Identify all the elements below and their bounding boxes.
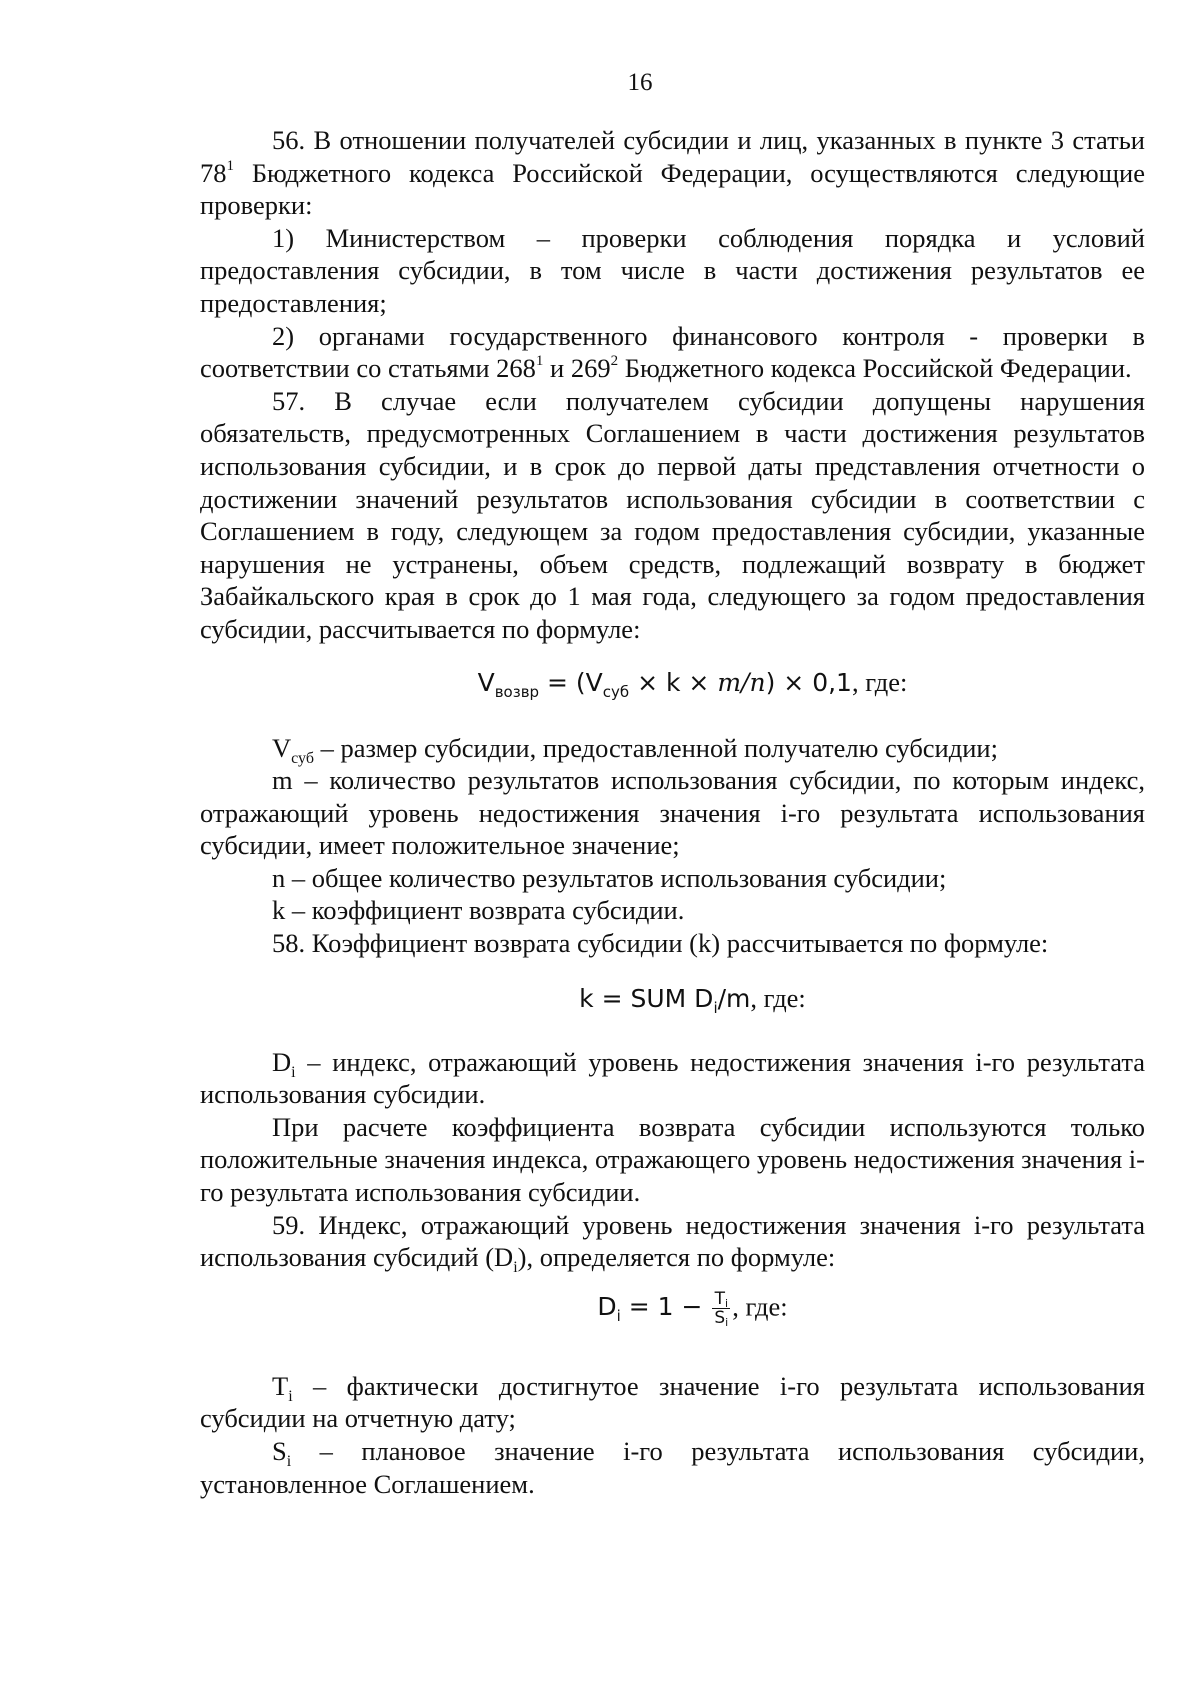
subscript: суб <box>602 682 630 701</box>
formula-symbol: / <box>741 667 750 697</box>
text-run: – фактически достигнутое значение i-го результата использования субсидии на отчетную дату; <box>200 1370 1145 1434</box>
formula-symbol: ) × 0,1 <box>765 667 852 697</box>
subscript: i <box>288 1387 293 1405</box>
text-run: и 269 <box>543 353 611 384</box>
definition-n: n – общее количество результатов использования субсидии; <box>272 862 947 893</box>
paragraph-59 <box>200 1209 1145 1277</box>
subscript: i <box>286 1453 292 1470</box>
formula-symbol: D <box>597 1292 617 1322</box>
formula-suffix: , где: <box>851 666 908 697</box>
formula-symbol: /m <box>717 983 751 1013</box>
text-run: ), определяется по формуле: <box>517 1242 836 1273</box>
formula-symbol: T <box>714 1288 725 1309</box>
formula-suffix: , где: <box>732 1291 788 1322</box>
paragraph-57: 57. В случае если получателем субсидии допущены нарушения обязательств, предусмотренных Соглашением в части достижения результатов использования субсидии, и в срок до первой даты представления отчетности о достижении значений результатов использования субсидии в соответствии с Соглашением в году, следующем за годом предоставления субсидии, указанные нарушения не устранены, объем средств, подлежащий возврату в бюджет Забайкальского края в срок до 1 мая года, следующего за годом предоставления субсидии, рассчитывается по формуле: <box>200 385 1145 644</box>
formula-symbol: m <box>717 667 742 697</box>
definition-k: k – коэффициент возврата субсидии. <box>272 895 685 926</box>
formula-v-vozvr <box>240 646 1145 732</box>
formula-symbol: = 1 − <box>620 1292 711 1322</box>
definition-si <box>200 1435 1145 1500</box>
subscript: суб <box>291 749 314 767</box>
definition-di <box>200 1046 1145 1111</box>
formula-symbol: n <box>749 667 766 697</box>
paragraph-calculation-note: При расчете коэффициента возврата субсидии используются только положительные значения индекса, отражающего уровень недостижения значения i-го результата использования субсидии. <box>200 1111 1145 1208</box>
subscript: i <box>513 1259 518 1277</box>
formula-symbol: V <box>477 667 495 697</box>
fraction <box>712 1290 730 1327</box>
definition-ti <box>200 1370 1145 1435</box>
fraction-denominator <box>712 1309 730 1327</box>
fraction-numerator <box>712 1290 730 1309</box>
document-body <box>200 124 1145 1500</box>
formula-math <box>477 667 852 701</box>
formula-symbol: × k × <box>629 667 718 697</box>
text-run: Бюджетного кодекса Российской Федерации. <box>618 353 1132 384</box>
paragraph-56-2 <box>200 320 1145 385</box>
superscript: 1 <box>226 157 234 174</box>
formula-k <box>240 960 1145 1046</box>
formula-di <box>240 1274 1145 1370</box>
formula-symbol: S <box>714 1307 726 1328</box>
formula-math <box>579 983 751 1017</box>
subscript: возвр <box>494 682 540 701</box>
text-run: – размер субсидии, предоставленной получателю субсидии; <box>313 732 998 763</box>
definition-v-sub <box>200 732 1145 765</box>
paragraph-56 <box>200 124 1145 222</box>
text-run: S <box>272 1436 287 1466</box>
paragraph-58: 58. Коэффициент возврата субсидии (k) рассчитывается по формуле: <box>272 928 1049 959</box>
subscript: i <box>616 1307 621 1326</box>
text-run: 56. В отношении получателей субсидии и лиц, указанных в пункте 3 статьи 78 <box>200 125 1145 188</box>
page-number: 16 <box>627 69 653 96</box>
text-run: – индекс, отражающий уровень недостижения значения i-го результата использования субсидии. <box>200 1046 1145 1110</box>
subscript: i <box>291 1063 296 1081</box>
text-run: 2) органами государственного финансового контроля - проверки в соответствии со статьями 268 <box>200 320 1145 384</box>
definition-m: m – количество результатов использования субсидии, по которым индекс, отражающий уровень недостижения значения i-го результата использования субсидии, имеет положительное значение; <box>200 765 1145 861</box>
formula-symbol: = (V <box>539 667 603 697</box>
subscript: i <box>713 998 718 1017</box>
text-run: T <box>272 1370 289 1401</box>
formula-symbol: k = SUM D <box>579 983 714 1013</box>
text-run: Бюджетного кодекса Российской Федерации, осуществляются следующие проверки: <box>200 157 1145 221</box>
subscript: i <box>725 1315 729 1329</box>
formula-math <box>597 1288 732 1329</box>
text-run: V <box>272 732 292 763</box>
formula-suffix: , где: <box>750 982 806 1013</box>
paragraph-56-1: 1) Министерством – проверки соблюдения порядка и условий предоставления субсидии, в том числе в части достижения результатов ее предоставления; <box>200 222 1145 318</box>
text-run: – плановое значение i-го результата использования субсидии, установленное Соглашением. <box>200 1436 1145 1499</box>
text-run: D <box>272 1046 292 1077</box>
text-run: 59. Индекс, отражающий уровень недостижения значения i-го результата использования субсидий (D <box>200 1209 1145 1273</box>
superscript: 1 <box>535 353 544 370</box>
superscript: 2 <box>610 353 619 370</box>
subscript: i <box>724 1296 729 1310</box>
